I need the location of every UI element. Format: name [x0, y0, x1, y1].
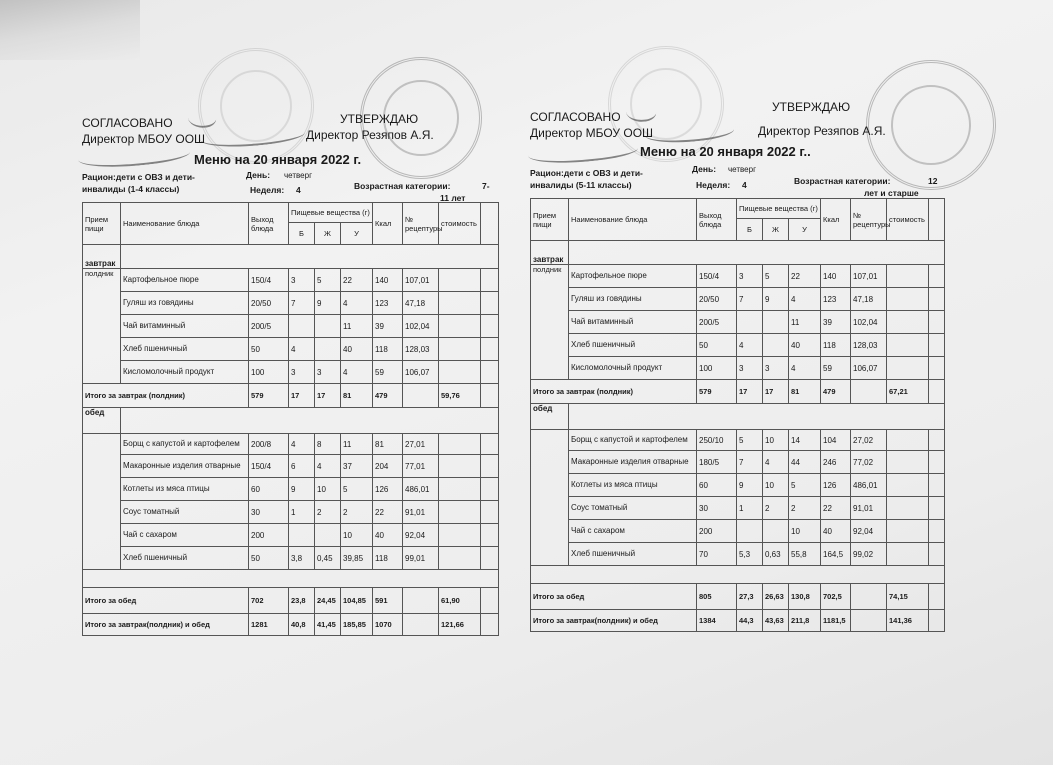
section-lunch: обед — [531, 404, 569, 430]
week-value: 4 — [296, 185, 301, 195]
agreed-label: СОГЛАСОВАНО — [82, 116, 173, 130]
director-name: Директор Резяпов А.Я. — [306, 128, 434, 142]
total-row: Итого за обед 805 27,3 26,63 130,8 702,5 74,15 — [531, 584, 945, 610]
total-row: Итого за завтрак(полдник) и обед 1384 44,3 43,63 211,8 1181,5 141,36 — [531, 610, 945, 632]
scan-shadow — [0, 0, 140, 60]
table-row: Котлеты из мяса птицы 60 9 10 5 126 486,01 — [531, 474, 945, 497]
header-b: Б — [289, 223, 315, 245]
header-zh: Ж — [315, 223, 341, 245]
week-label: Неделя: — [696, 180, 731, 190]
section-breakfast: завтрак — [83, 245, 121, 269]
ration-label-2: инвалиды (1-4 классы) — [82, 184, 180, 194]
table-row: Гуляш из говядины 20/50 7 9 4 123 47,18 — [83, 292, 499, 315]
section-lunch: обед — [83, 408, 121, 434]
header-recipe: № рецептуры — [851, 199, 887, 241]
header-dish: Наименование блюда — [121, 203, 249, 245]
age-value-2: лет и старше — [864, 188, 919, 198]
table-row: Чай витаминный 200/5 11 39 102,04 — [83, 315, 499, 338]
ration-label: Рацион:дети с ОВЗ и дети- — [82, 172, 195, 182]
header-meal: Прием пищи — [83, 203, 121, 245]
header-yield: Выход блюда — [697, 199, 737, 241]
header-u: У — [789, 219, 821, 241]
ration-label-2: инвалиды (5-11 классы) — [530, 180, 632, 190]
table-row: полдник Картофельное пюре 150/4 3 5 22 140 107,01 — [83, 269, 499, 292]
age-value-2: 11 лет — [440, 193, 466, 203]
total-row: Итого за обед 702 23,8 24,45 104,85 591 61,90 — [83, 588, 499, 614]
age-label: Возрастная категории: — [794, 176, 891, 186]
signature — [527, 136, 638, 167]
day-value: четверг — [728, 165, 756, 174]
table-row: Чай с сахаром 200 10 40 92,04 — [83, 524, 499, 547]
age-value: 12 — [928, 176, 938, 186]
table-row: Хлеб пшеничный 50 3,8 0,45 39,85 118 99,01 — [83, 547, 499, 570]
menu-page-left — [78, 60, 498, 710]
table-row: Соус томатный 30 1 2 2 22 91,01 — [83, 501, 499, 524]
menu-title: Меню на 20 января 2022 г.. — [640, 144, 811, 159]
table-row: Кисломолочный продукт 100 3 3 4 59 106,07 — [531, 357, 945, 380]
total-row: Итого за завтрак(полдник) и обед 1281 40,8 41,45 185,85 1070 121,66 — [83, 614, 499, 636]
day-value: четверг — [284, 171, 312, 180]
header-zh: Ж — [763, 219, 789, 241]
header-nutrients: Пищевые вещества (г) — [737, 199, 821, 219]
director-school: Директор МБОУ ООШ — [82, 132, 206, 146]
header-cost: стоимость — [887, 199, 929, 241]
menu-page-right — [526, 60, 944, 710]
menu-table — [530, 198, 945, 632]
header-dish: Наименование блюда — [569, 199, 697, 241]
header-u: У — [341, 223, 373, 245]
ration-label: Рацион:дети с ОВЗ и дети- — [530, 168, 643, 178]
table-row: Гуляш из говядины 20/50 7 9 4 123 47,18 — [531, 288, 945, 311]
table-row: Макаронные изделия отварные 180/5 7 4 44 246 77,02 — [531, 451, 945, 474]
table-row: Борщ с капустой и картофелем 200/8 4 8 11 81 27,01 — [83, 434, 499, 455]
header-yield: Выход блюда — [249, 203, 289, 245]
header-b: Б — [737, 219, 763, 241]
week-value: 4 — [742, 180, 747, 190]
header-kcal: Ккал — [821, 199, 851, 241]
header-recipe: № рецептуры — [403, 203, 439, 245]
agreed-label: СОГЛАСОВАНО — [530, 110, 621, 124]
age-label: Возрастная категории: — [354, 181, 451, 191]
table-row: Чай с сахаром 200 10 40 92,04 — [531, 520, 945, 543]
header-nutrients: Пищевые вещества (г) — [289, 203, 373, 223]
header-kcal: Ккал — [373, 203, 403, 245]
header-cost: стоимость — [439, 203, 481, 245]
round-seal-stamp — [198, 48, 314, 164]
total-row: Итого за завтрак (полдник) 579 17 17 81 479 59,76 — [83, 384, 499, 408]
director-name: Директор Резяпов А.Я. — [758, 124, 886, 138]
week-label: Неделя: — [250, 185, 285, 195]
menu-title: Меню на 20 января 2022 г. — [194, 152, 362, 167]
table-row: Соус томатный 30 1 2 2 22 91,01 — [531, 497, 945, 520]
table-row: Хлеб пшеничный 50 4 40 118 128,03 — [83, 338, 499, 361]
age-value: 7- — [482, 181, 490, 191]
approve-label: УТВЕРЖДАЮ — [772, 100, 851, 114]
table-row: Чай витаминный 200/5 11 39 102,04 — [531, 311, 945, 334]
day-label: День: — [246, 170, 271, 180]
table-row: Котлеты из мяса птицы 60 9 10 5 126 486,01 — [83, 478, 499, 501]
section-breakfast: завтрак — [531, 241, 569, 265]
meal-snack: полдник — [531, 265, 569, 380]
director-school: Директор МБОУ ООШ — [530, 126, 654, 140]
header-meal: Прием пищи — [531, 199, 569, 241]
day-label: День: — [692, 164, 717, 174]
table-row: Борщ с капустой и картофелем 250/10 5 10 14 104 27,02 — [531, 430, 945, 451]
approve-label: УТВЕРЖДАЮ — [340, 112, 419, 126]
table-row: Хлеб пшеничный 70 5,3 0,63 55,8 164,5 99,02 — [531, 543, 945, 566]
meal-snack: полдник — [83, 269, 121, 384]
table-row: Кисломолочный продукт 100 3 3 4 59 106,07 — [83, 361, 499, 384]
table-row: Хлеб пшеничный 50 4 40 118 128,03 — [531, 334, 945, 357]
menu-table — [82, 202, 499, 636]
total-row: Итого за завтрак (полдник) 579 17 17 81 479 67,21 — [531, 380, 945, 404]
table-row: полдник Картофельное пюре 150/4 3 5 22 140 107,01 — [531, 265, 945, 288]
table-row: Макаронные изделия отварные 150/4 6 4 37 204 77,01 — [83, 455, 499, 478]
